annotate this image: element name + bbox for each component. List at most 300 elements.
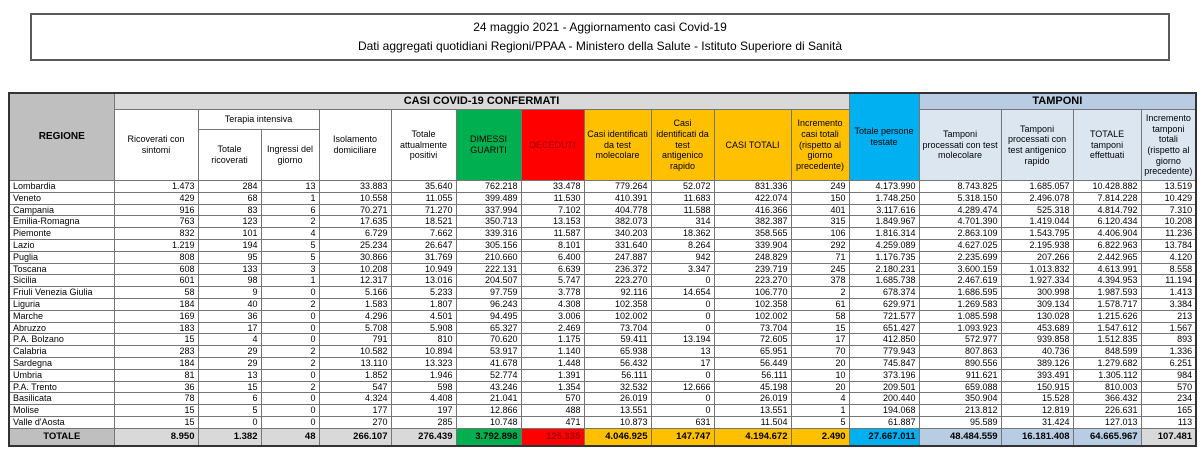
value-cell: 721.577 bbox=[849, 310, 919, 322]
value-cell: 223.270 bbox=[714, 275, 791, 287]
value-cell: 314 bbox=[651, 216, 714, 228]
value-cell: 832 bbox=[114, 228, 198, 240]
value-cell: 53.917 bbox=[456, 346, 521, 358]
column-header-casi-test-molecolare: Casi identificati da test molecolare bbox=[584, 110, 651, 181]
value-cell: 4.627.025 bbox=[919, 239, 1001, 251]
value-cell: 26.647 bbox=[391, 239, 456, 251]
value-cell: 4.814.792 bbox=[1073, 204, 1141, 216]
value-cell: 283 bbox=[114, 346, 198, 358]
covid-data-table bbox=[8, 92, 1197, 447]
column-header-isolamento-domiciliare: Isolamento domiciliare bbox=[319, 110, 391, 181]
value-cell: 1.987.593 bbox=[1073, 287, 1141, 299]
value-cell: 65.938 bbox=[584, 346, 651, 358]
value-cell: 12.317 bbox=[319, 275, 391, 287]
value-cell: 102.002 bbox=[714, 310, 791, 322]
value-cell: 2.235.699 bbox=[919, 251, 1001, 263]
total-value-cell: 64.665.967 bbox=[1073, 428, 1141, 446]
value-cell: 197 bbox=[391, 405, 456, 417]
value-cell: 177 bbox=[319, 405, 391, 417]
value-cell: 71 bbox=[791, 251, 849, 263]
value-cell: 339.904 bbox=[714, 239, 791, 251]
table-row bbox=[9, 275, 1196, 287]
table-row bbox=[9, 181, 1196, 193]
value-cell: 184 bbox=[114, 357, 198, 369]
value-cell: 41.678 bbox=[456, 357, 521, 369]
value-cell: 26.019 bbox=[714, 393, 791, 405]
value-cell: 20 bbox=[791, 381, 849, 393]
column-header-tamponi-antigenico: Tamponi processati con test antigenico rapido bbox=[1001, 110, 1073, 181]
value-cell: 73.704 bbox=[584, 322, 651, 334]
value-cell: 373.196 bbox=[849, 369, 919, 381]
value-cell: 1.176.735 bbox=[849, 251, 919, 263]
value-cell: 1.512.835 bbox=[1073, 334, 1141, 346]
value-cell: 56.432 bbox=[584, 357, 651, 369]
value-cell: 3.778 bbox=[521, 287, 584, 299]
value-cell: 102.358 bbox=[584, 298, 651, 310]
value-cell: 1.748.250 bbox=[849, 192, 919, 204]
column-header-regione: REGIONE bbox=[9, 93, 114, 181]
column-header-ricoverati-con-sintomi: Ricoverati con sintomi bbox=[114, 110, 198, 181]
value-cell: 0 bbox=[261, 405, 319, 417]
value-cell: 309.134 bbox=[1001, 298, 1073, 310]
table-row bbox=[9, 287, 1196, 299]
value-cell: 12.666 bbox=[651, 381, 714, 393]
value-cell: 10 bbox=[791, 369, 849, 381]
region-cell: Sardegna bbox=[9, 357, 114, 369]
value-cell: 285 bbox=[391, 416, 456, 428]
table-row bbox=[9, 298, 1196, 310]
value-cell: 572.977 bbox=[919, 334, 1001, 346]
column-header-deceduti: DECEDUTI bbox=[521, 110, 584, 181]
value-cell: 52.072 bbox=[651, 181, 714, 193]
value-cell: 6.251 bbox=[1141, 357, 1196, 369]
region-cell: Umbria bbox=[9, 369, 114, 381]
value-cell: 15 bbox=[198, 381, 261, 393]
value-cell: 17.635 bbox=[319, 216, 391, 228]
value-cell: 222.131 bbox=[456, 263, 521, 275]
value-cell: 25.234 bbox=[319, 239, 391, 251]
group-header-tamponi: TAMPONI bbox=[919, 93, 1196, 110]
value-cell: 30.866 bbox=[319, 251, 391, 263]
total-value-cell: 1.382 bbox=[198, 428, 261, 446]
value-cell: 13 bbox=[198, 369, 261, 381]
total-value-cell: 3.792.898 bbox=[456, 428, 521, 446]
value-cell: 58 bbox=[791, 310, 849, 322]
region-cell: Marche bbox=[9, 310, 114, 322]
region-cell: Piemonte bbox=[9, 228, 114, 240]
value-cell: 893 bbox=[1141, 334, 1196, 346]
value-cell: 70.271 bbox=[319, 204, 391, 216]
title-box bbox=[30, 13, 1170, 61]
value-cell: 245 bbox=[791, 263, 849, 275]
value-cell: 399.489 bbox=[456, 192, 521, 204]
table-row bbox=[9, 381, 1196, 393]
value-cell: 412.850 bbox=[849, 334, 919, 346]
value-cell: 150 bbox=[791, 192, 849, 204]
value-cell: 10.428.882 bbox=[1073, 181, 1141, 193]
value-cell: 4.173.990 bbox=[849, 181, 919, 193]
value-cell: 56.111 bbox=[584, 369, 651, 381]
value-cell: 13.194 bbox=[651, 334, 714, 346]
value-cell: 3.117.616 bbox=[849, 204, 919, 216]
total-value-cell: 27.667.011 bbox=[849, 428, 919, 446]
value-cell: 1.946 bbox=[391, 369, 456, 381]
value-cell: 11.588 bbox=[651, 204, 714, 216]
value-cell: 165 bbox=[1141, 405, 1196, 417]
value-cell: 33.883 bbox=[319, 181, 391, 193]
value-cell: 5.318.150 bbox=[919, 192, 1001, 204]
value-cell: 6.729 bbox=[319, 228, 391, 240]
value-cell: 200.440 bbox=[849, 393, 919, 405]
value-cell: 2 bbox=[261, 381, 319, 393]
value-cell: 810 bbox=[391, 334, 456, 346]
value-cell: 11.683 bbox=[651, 192, 714, 204]
value-cell: 11.530 bbox=[521, 192, 584, 204]
table-row bbox=[9, 393, 1196, 405]
table-row bbox=[9, 263, 1196, 275]
value-cell: 92.116 bbox=[584, 287, 651, 299]
value-cell: 4.120 bbox=[1141, 251, 1196, 263]
value-cell: 5.166 bbox=[319, 287, 391, 299]
total-value-cell: 147.747 bbox=[651, 428, 714, 446]
value-cell: 6 bbox=[261, 204, 319, 216]
region-cell: P.A. Trento bbox=[9, 381, 114, 393]
value-cell: 13.016 bbox=[391, 275, 456, 287]
value-cell: 547 bbox=[319, 381, 391, 393]
value-cell: 2 bbox=[261, 357, 319, 369]
value-cell: 1.547.612 bbox=[1073, 322, 1141, 334]
value-cell: 1.269.583 bbox=[919, 298, 1001, 310]
value-cell: 236.372 bbox=[584, 263, 651, 275]
table-row bbox=[9, 216, 1196, 228]
table-row bbox=[9, 369, 1196, 381]
value-cell: 0 bbox=[651, 405, 714, 417]
value-cell: 209.501 bbox=[849, 381, 919, 393]
value-cell: 31.769 bbox=[391, 251, 456, 263]
value-cell: 213 bbox=[1141, 310, 1196, 322]
value-cell: 350.904 bbox=[919, 393, 1001, 405]
value-cell: 1 bbox=[261, 192, 319, 204]
column-header-ingressi-del-giorno: Ingressi del giorno bbox=[261, 130, 319, 181]
value-cell: 248.829 bbox=[714, 251, 791, 263]
value-cell: 21.041 bbox=[456, 393, 521, 405]
value-cell: 61.887 bbox=[849, 416, 919, 428]
table-row bbox=[9, 322, 1196, 334]
value-cell: 0 bbox=[651, 322, 714, 334]
table-row bbox=[9, 204, 1196, 216]
value-cell: 106 bbox=[791, 228, 849, 240]
table-row bbox=[9, 228, 1196, 240]
region-cell: P.A. Bolzano bbox=[9, 334, 114, 346]
value-cell: 72.605 bbox=[714, 334, 791, 346]
value-cell: 3.347 bbox=[651, 263, 714, 275]
value-cell: 3 bbox=[261, 263, 319, 275]
value-cell: 389.126 bbox=[1001, 357, 1073, 369]
value-cell: 0 bbox=[651, 310, 714, 322]
value-cell: 1.543.795 bbox=[1001, 228, 1073, 240]
value-cell: 127.013 bbox=[1073, 416, 1141, 428]
table-row bbox=[9, 239, 1196, 251]
region-cell: Puglia bbox=[9, 251, 114, 263]
value-cell: 1.336 bbox=[1141, 346, 1196, 358]
value-cell: 1.391 bbox=[521, 369, 584, 381]
value-cell: 1.413 bbox=[1141, 287, 1196, 299]
column-header-incremento-tamponi: Incremento tamponi totali (rispetto al giorno precedente) bbox=[1141, 110, 1196, 181]
value-cell: 5 bbox=[261, 239, 319, 251]
value-cell: 678.374 bbox=[849, 287, 919, 299]
value-cell: 45.198 bbox=[714, 381, 791, 393]
value-cell: 745.847 bbox=[849, 357, 919, 369]
value-cell: 4.613.991 bbox=[1073, 263, 1141, 275]
value-cell: 1.305.112 bbox=[1073, 369, 1141, 381]
value-cell: 831.336 bbox=[714, 181, 791, 193]
value-cell: 1.013.832 bbox=[1001, 263, 1073, 275]
value-cell: 20 bbox=[791, 357, 849, 369]
value-cell: 331.640 bbox=[584, 239, 651, 251]
value-cell: 4.289.474 bbox=[919, 204, 1001, 216]
column-header-persone-testate: Totale persone testate bbox=[849, 93, 919, 181]
value-cell: 4.324 bbox=[319, 393, 391, 405]
value-cell: 2 bbox=[261, 346, 319, 358]
value-cell: 29 bbox=[198, 346, 261, 358]
value-cell: 102.358 bbox=[714, 298, 791, 310]
table-row bbox=[9, 405, 1196, 417]
value-cell: 1.473 bbox=[114, 181, 198, 193]
value-cell: 12.819 bbox=[1001, 405, 1073, 417]
value-cell: 70 bbox=[791, 346, 849, 358]
value-cell: 10.748 bbox=[456, 416, 521, 428]
total-value-cell: 16.181.408 bbox=[1001, 428, 1073, 446]
value-cell: 15 bbox=[791, 322, 849, 334]
value-cell: 0 bbox=[651, 275, 714, 287]
value-cell: 315 bbox=[791, 216, 849, 228]
value-cell: 378 bbox=[791, 275, 849, 287]
value-cell: 249 bbox=[791, 181, 849, 193]
value-cell: 631 bbox=[651, 416, 714, 428]
value-cell: 5.908 bbox=[391, 322, 456, 334]
value-cell: 32.532 bbox=[584, 381, 651, 393]
value-cell: 779.264 bbox=[584, 181, 651, 193]
value-cell: 5 bbox=[791, 416, 849, 428]
value-cell: 52.774 bbox=[456, 369, 521, 381]
value-cell: 1.852 bbox=[319, 369, 391, 381]
value-cell: 422.074 bbox=[714, 192, 791, 204]
value-cell: 15 bbox=[114, 416, 198, 428]
value-cell: 0 bbox=[261, 322, 319, 334]
value-cell: 1.685.057 bbox=[1001, 181, 1073, 193]
value-cell: 598 bbox=[391, 381, 456, 393]
total-row bbox=[9, 428, 1196, 446]
value-cell: 4 bbox=[198, 334, 261, 346]
value-cell: 779.943 bbox=[849, 346, 919, 358]
value-cell: 4.406.904 bbox=[1073, 228, 1141, 240]
value-cell: 601 bbox=[114, 275, 198, 287]
table-row bbox=[9, 357, 1196, 369]
value-cell: 284 bbox=[198, 181, 261, 193]
value-cell: 808 bbox=[114, 251, 198, 263]
value-cell: 123 bbox=[198, 216, 261, 228]
value-cell: 5.747 bbox=[521, 275, 584, 287]
value-cell: 0 bbox=[651, 298, 714, 310]
value-cell: 6 bbox=[198, 393, 261, 405]
value-cell: 10.208 bbox=[1141, 216, 1196, 228]
total-value-cell: 48.484.559 bbox=[919, 428, 1001, 446]
value-cell: 4 bbox=[791, 393, 849, 405]
value-cell: 1.354 bbox=[521, 381, 584, 393]
value-cell: 939.858 bbox=[1001, 334, 1073, 346]
total-value-cell: 4.046.925 bbox=[584, 428, 651, 446]
value-cell: 570 bbox=[1141, 381, 1196, 393]
value-cell: 0 bbox=[261, 393, 319, 405]
value-cell: 942 bbox=[651, 251, 714, 263]
value-cell: 8.264 bbox=[651, 239, 714, 251]
value-cell: 2.467.619 bbox=[919, 275, 1001, 287]
value-cell: 239.719 bbox=[714, 263, 791, 275]
value-cell: 223.270 bbox=[584, 275, 651, 287]
total-value-cell: 4.194.672 bbox=[714, 428, 791, 446]
value-cell: 40 bbox=[198, 298, 261, 310]
region-cell: Lazio bbox=[9, 239, 114, 251]
total-value-cell: 2.490 bbox=[791, 428, 849, 446]
value-cell: 2 bbox=[791, 287, 849, 299]
region-cell: Valle d'Aosta bbox=[9, 416, 114, 428]
value-cell: 4.296 bbox=[319, 310, 391, 322]
value-cell: 916 bbox=[114, 204, 198, 216]
total-value-cell: 266.107 bbox=[319, 428, 391, 446]
value-cell: 68 bbox=[198, 192, 261, 204]
value-cell: 2 bbox=[261, 216, 319, 228]
value-cell: 0 bbox=[651, 369, 714, 381]
value-cell: 807.863 bbox=[919, 346, 1001, 358]
value-cell: 1.567 bbox=[1141, 322, 1196, 334]
value-cell: 608 bbox=[114, 263, 198, 275]
value-cell: 10.582 bbox=[319, 346, 391, 358]
value-cell: 11.236 bbox=[1141, 228, 1196, 240]
value-cell: 382.387 bbox=[714, 216, 791, 228]
value-cell: 4.408 bbox=[391, 393, 456, 405]
value-cell: 35.640 bbox=[391, 181, 456, 193]
page-subtitle: Dati aggregati quotidiani Regioni/PPAA - Ministero della Salute - Istituto Superiore di Sanità bbox=[357, 39, 843, 53]
value-cell: 59.411 bbox=[584, 334, 651, 346]
value-cell: 629.971 bbox=[849, 298, 919, 310]
value-cell: 6.639 bbox=[521, 263, 584, 275]
value-cell: 366.432 bbox=[1073, 393, 1141, 405]
value-cell: 13.551 bbox=[714, 405, 791, 417]
value-cell: 11.504 bbox=[714, 416, 791, 428]
value-cell: 0 bbox=[261, 369, 319, 381]
value-cell: 337.994 bbox=[456, 204, 521, 216]
value-cell: 13.784 bbox=[1141, 239, 1196, 251]
value-cell: 10.873 bbox=[584, 416, 651, 428]
value-cell: 226.631 bbox=[1073, 405, 1141, 417]
total-value-cell: 107.481 bbox=[1141, 428, 1196, 446]
value-cell: 1.583 bbox=[319, 298, 391, 310]
value-cell: 133 bbox=[198, 263, 261, 275]
value-cell: 13 bbox=[261, 181, 319, 193]
value-cell: 40.736 bbox=[1001, 346, 1073, 358]
value-cell: 207.266 bbox=[1001, 251, 1073, 263]
value-cell: 31.424 bbox=[1001, 416, 1073, 428]
value-cell: 3.600.159 bbox=[919, 263, 1001, 275]
value-cell: 10.208 bbox=[319, 263, 391, 275]
value-cell: 393.491 bbox=[1001, 369, 1073, 381]
value-cell: 65.951 bbox=[714, 346, 791, 358]
column-header-incremento-casi: Incremento casi totali (rispetto al giorno precedente) bbox=[791, 110, 849, 181]
value-cell: 1.215.626 bbox=[1073, 310, 1141, 322]
value-cell: 0 bbox=[261, 416, 319, 428]
value-cell: 98 bbox=[198, 275, 261, 287]
value-cell: 56.111 bbox=[714, 369, 791, 381]
value-cell: 81 bbox=[114, 369, 198, 381]
value-cell: 1.807 bbox=[391, 298, 456, 310]
value-cell: 194 bbox=[198, 239, 261, 251]
value-cell: 1.849.967 bbox=[849, 216, 919, 228]
table-row bbox=[9, 416, 1196, 428]
value-cell: 1 bbox=[791, 405, 849, 417]
value-cell: 247.887 bbox=[584, 251, 651, 263]
value-cell: 6.400 bbox=[521, 251, 584, 263]
table-row bbox=[9, 251, 1196, 263]
value-cell: 43.246 bbox=[456, 381, 521, 393]
value-cell: 0 bbox=[261, 287, 319, 299]
value-cell: 1.140 bbox=[521, 346, 584, 358]
value-cell: 2 bbox=[261, 298, 319, 310]
value-cell: 911.621 bbox=[919, 369, 1001, 381]
value-cell: 416.366 bbox=[714, 204, 791, 216]
value-cell: 97.759 bbox=[456, 287, 521, 299]
value-cell: 94.495 bbox=[456, 310, 521, 322]
value-cell: 659.088 bbox=[919, 381, 1001, 393]
value-cell: 525.318 bbox=[1001, 204, 1073, 216]
total-value-cell: 48 bbox=[261, 428, 319, 446]
value-cell: 1.085.598 bbox=[919, 310, 1001, 322]
value-cell: 4.501 bbox=[391, 310, 456, 322]
value-cell: 3.006 bbox=[521, 310, 584, 322]
column-header-totale-ricoverati: Totale ricoverati bbox=[198, 130, 261, 181]
value-cell: 2.863.109 bbox=[919, 228, 1001, 240]
column-header-casi-totali: CASI TOTALI bbox=[714, 110, 791, 181]
value-cell: 4.394.953 bbox=[1073, 275, 1141, 287]
value-cell: 0 bbox=[198, 416, 261, 428]
value-cell: 1.419.044 bbox=[1001, 216, 1073, 228]
value-cell: 791 bbox=[319, 334, 391, 346]
value-cell: 83 bbox=[198, 204, 261, 216]
value-cell: 471 bbox=[521, 416, 584, 428]
total-value-cell: 8.950 bbox=[114, 428, 198, 446]
value-cell: 358.565 bbox=[714, 228, 791, 240]
value-cell: 2.195.938 bbox=[1001, 239, 1073, 251]
page-title: 24 maggio 2021 - Aggiornamento casi Covid-19 bbox=[473, 20, 727, 34]
value-cell: 169 bbox=[114, 310, 198, 322]
value-cell: 17 bbox=[651, 357, 714, 369]
value-cell: 339.316 bbox=[456, 228, 521, 240]
value-cell: 78 bbox=[114, 393, 198, 405]
value-cell: 651.427 bbox=[849, 322, 919, 334]
value-cell: 305.156 bbox=[456, 239, 521, 251]
value-cell: 1.219 bbox=[114, 239, 198, 251]
column-header-terapia-intensiva: Terapia intensiva bbox=[198, 110, 319, 130]
value-cell: 5 bbox=[261, 251, 319, 263]
value-cell: 6.822.963 bbox=[1073, 239, 1141, 251]
total-value-cell: 276.439 bbox=[391, 428, 456, 446]
value-cell: 1.279.682 bbox=[1073, 357, 1141, 369]
value-cell: 270 bbox=[319, 416, 391, 428]
value-cell: 1.816.314 bbox=[849, 228, 919, 240]
value-cell: 762.218 bbox=[456, 181, 521, 193]
region-cell: Veneto bbox=[9, 192, 114, 204]
value-cell: 15 bbox=[114, 334, 198, 346]
value-cell: 890.556 bbox=[919, 357, 1001, 369]
